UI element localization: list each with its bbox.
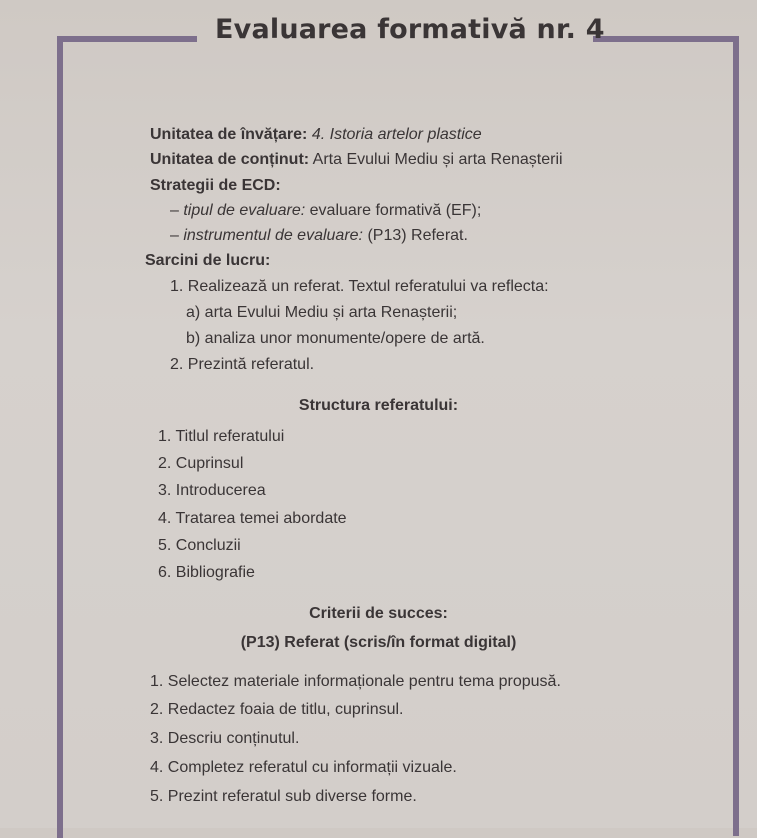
task-subitem: a) arta Evului Mediu și arta Renașterii;	[186, 304, 458, 321]
task-item: 1. Realizează un referat. Textul referatului va reflecta:	[170, 278, 549, 295]
strategy-item-value: (P13) Referat.	[367, 227, 468, 244]
strategy-item: – instrumentul de evaluare: (P13) Referat.	[170, 227, 468, 244]
structure-item: 4. Tratarea temei abordate	[158, 510, 347, 527]
unit-learning-line	[150, 126, 482, 144]
tasks-heading: Sarcini de lucru:	[145, 252, 271, 269]
strategy-item-value: evaluare formativă (EF);	[309, 202, 482, 219]
structure-heading: Structura referatului:	[298, 397, 459, 414]
unit-content-line	[150, 151, 563, 169]
unit-learning-value: 4. Istoria artelor plastice	[311, 126, 482, 143]
structure-item: 2. Cuprinsul	[158, 455, 244, 472]
unit-content-label: Unitatea de conținut:	[150, 151, 310, 168]
frame-left	[57, 38, 63, 838]
frame-top-right	[593, 36, 739, 42]
task-subitem: b) analiza unor monumente/opere de artă.	[186, 330, 485, 347]
criteria-item: 1. Selectez materiale informaționale pentru tema propusă.	[150, 673, 561, 690]
criteria-item: 3. Descriu conținutul.	[150, 730, 300, 747]
structure-item: 1. Titlul referatului	[158, 428, 285, 445]
criteria-item: 4. Completez referatul cu informații vizuale.	[150, 759, 457, 776]
strategy-label: Strategii de ECD:	[150, 177, 281, 194]
structure-item: 3. Introducerea	[158, 482, 266, 499]
page-title: Evaluarea formativă nr. 4	[215, 14, 605, 45]
criteria-subheading: (P13) Referat (scris/în format digital)	[240, 634, 517, 651]
criteria-item: 5. Prezint referatul sub diverse forme.	[150, 788, 417, 805]
strategy-item: – tipul de evaluare: evaluare formativă (EF);	[170, 202, 482, 219]
unit-learning-label: Unitatea de învățare:	[150, 126, 308, 143]
task-item: 2. Prezintă referatul.	[170, 356, 315, 373]
structure-item: 5. Concluzii	[158, 537, 241, 554]
strategy-item-label: tipul de evaluare:	[183, 202, 306, 219]
unit-content-value: Arta Evului Mediu și arta Renașterii	[312, 151, 563, 168]
strategy-item-label: instrumentul de evaluare:	[183, 227, 363, 244]
structure-item: 6. Bibliografie	[158, 564, 255, 581]
frame-top-left	[57, 36, 197, 42]
criteria-item: 2. Redactez foaia de titlu, cuprinsul.	[150, 701, 404, 718]
criteria-heading: Criterii de succes:	[309, 605, 448, 622]
frame-right	[733, 36, 739, 836]
